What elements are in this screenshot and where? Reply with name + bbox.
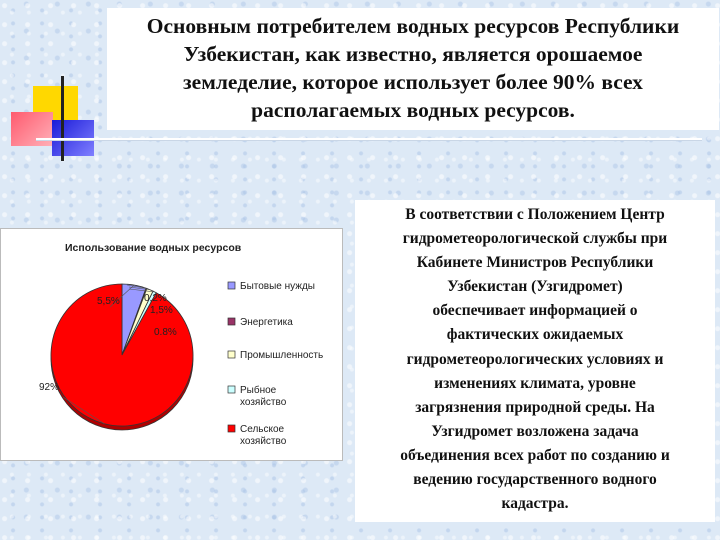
decor-vertical-line: [61, 76, 64, 161]
body-line: Узбекистан (Узгидромет): [447, 278, 623, 296]
decor-red-square: [11, 112, 53, 146]
body-line: гидрометеорологической службы при: [402, 230, 668, 248]
body-line: Узгидромет возложена задача: [431, 422, 639, 440]
legend-label-3: Рыбное: [240, 385, 277, 396]
body-line: объединения всех работ по созданию и: [400, 446, 670, 464]
legend-label-4: хозяйство: [240, 436, 287, 447]
legend-label-2: Промышленность: [240, 350, 324, 361]
data-label-2: 1,5%: [150, 305, 173, 316]
body-line: ведению государственного водного: [413, 471, 657, 489]
legend-label-3: хозяйство: [240, 397, 287, 408]
data-label-0: 5,5%: [97, 296, 120, 307]
title-line: Основным потребителем водных ресурсов Республики: [146, 14, 680, 38]
pie-chart: [1, 229, 342, 460]
legend-swatch-0: [228, 282, 235, 289]
body-line: изменениях климата, уровне: [434, 374, 636, 392]
title-line: земледелие, которое использует более 90% всех: [183, 70, 643, 94]
body-line: загрязнения природной среды. На: [415, 398, 655, 416]
legend-swatch-4: [228, 425, 235, 432]
title-line: Узбекистан, как известно, является орошаемое: [183, 42, 643, 66]
body-line: Кабинете Министров Республики: [416, 254, 654, 272]
legend-swatch-1: [228, 318, 235, 325]
body-line: фактических ожидаемых: [446, 326, 624, 344]
title-line: располагаемых водных ресурсов.: [251, 98, 575, 122]
decor-horizontal-line: [36, 138, 702, 140]
body-line: обеспечивает информацией о: [432, 302, 638, 320]
body-line: кадастра.: [501, 495, 569, 513]
legend-label-0: Бытовые нужды: [240, 281, 315, 292]
legend-swatch-3: [228, 386, 235, 393]
data-label-1: 0,2%: [144, 293, 167, 304]
slide-title: [107, 8, 719, 130]
body-line: В соответствии с Положением Центр: [405, 206, 665, 223]
body-text-box: [355, 200, 715, 522]
chart-title: Использование водных ресурсов: [65, 242, 242, 254]
legend-label-4: Сельское: [240, 424, 285, 435]
legend-swatch-2: [228, 351, 235, 358]
legend-label-1: Энергетика: [240, 317, 293, 328]
data-label-3: 0.8%: [154, 327, 177, 338]
body-line: гидрометеорологических условиях и: [406, 350, 664, 368]
pie-chart-panel: [0, 228, 343, 461]
data-label-4: 92%: [39, 382, 60, 393]
